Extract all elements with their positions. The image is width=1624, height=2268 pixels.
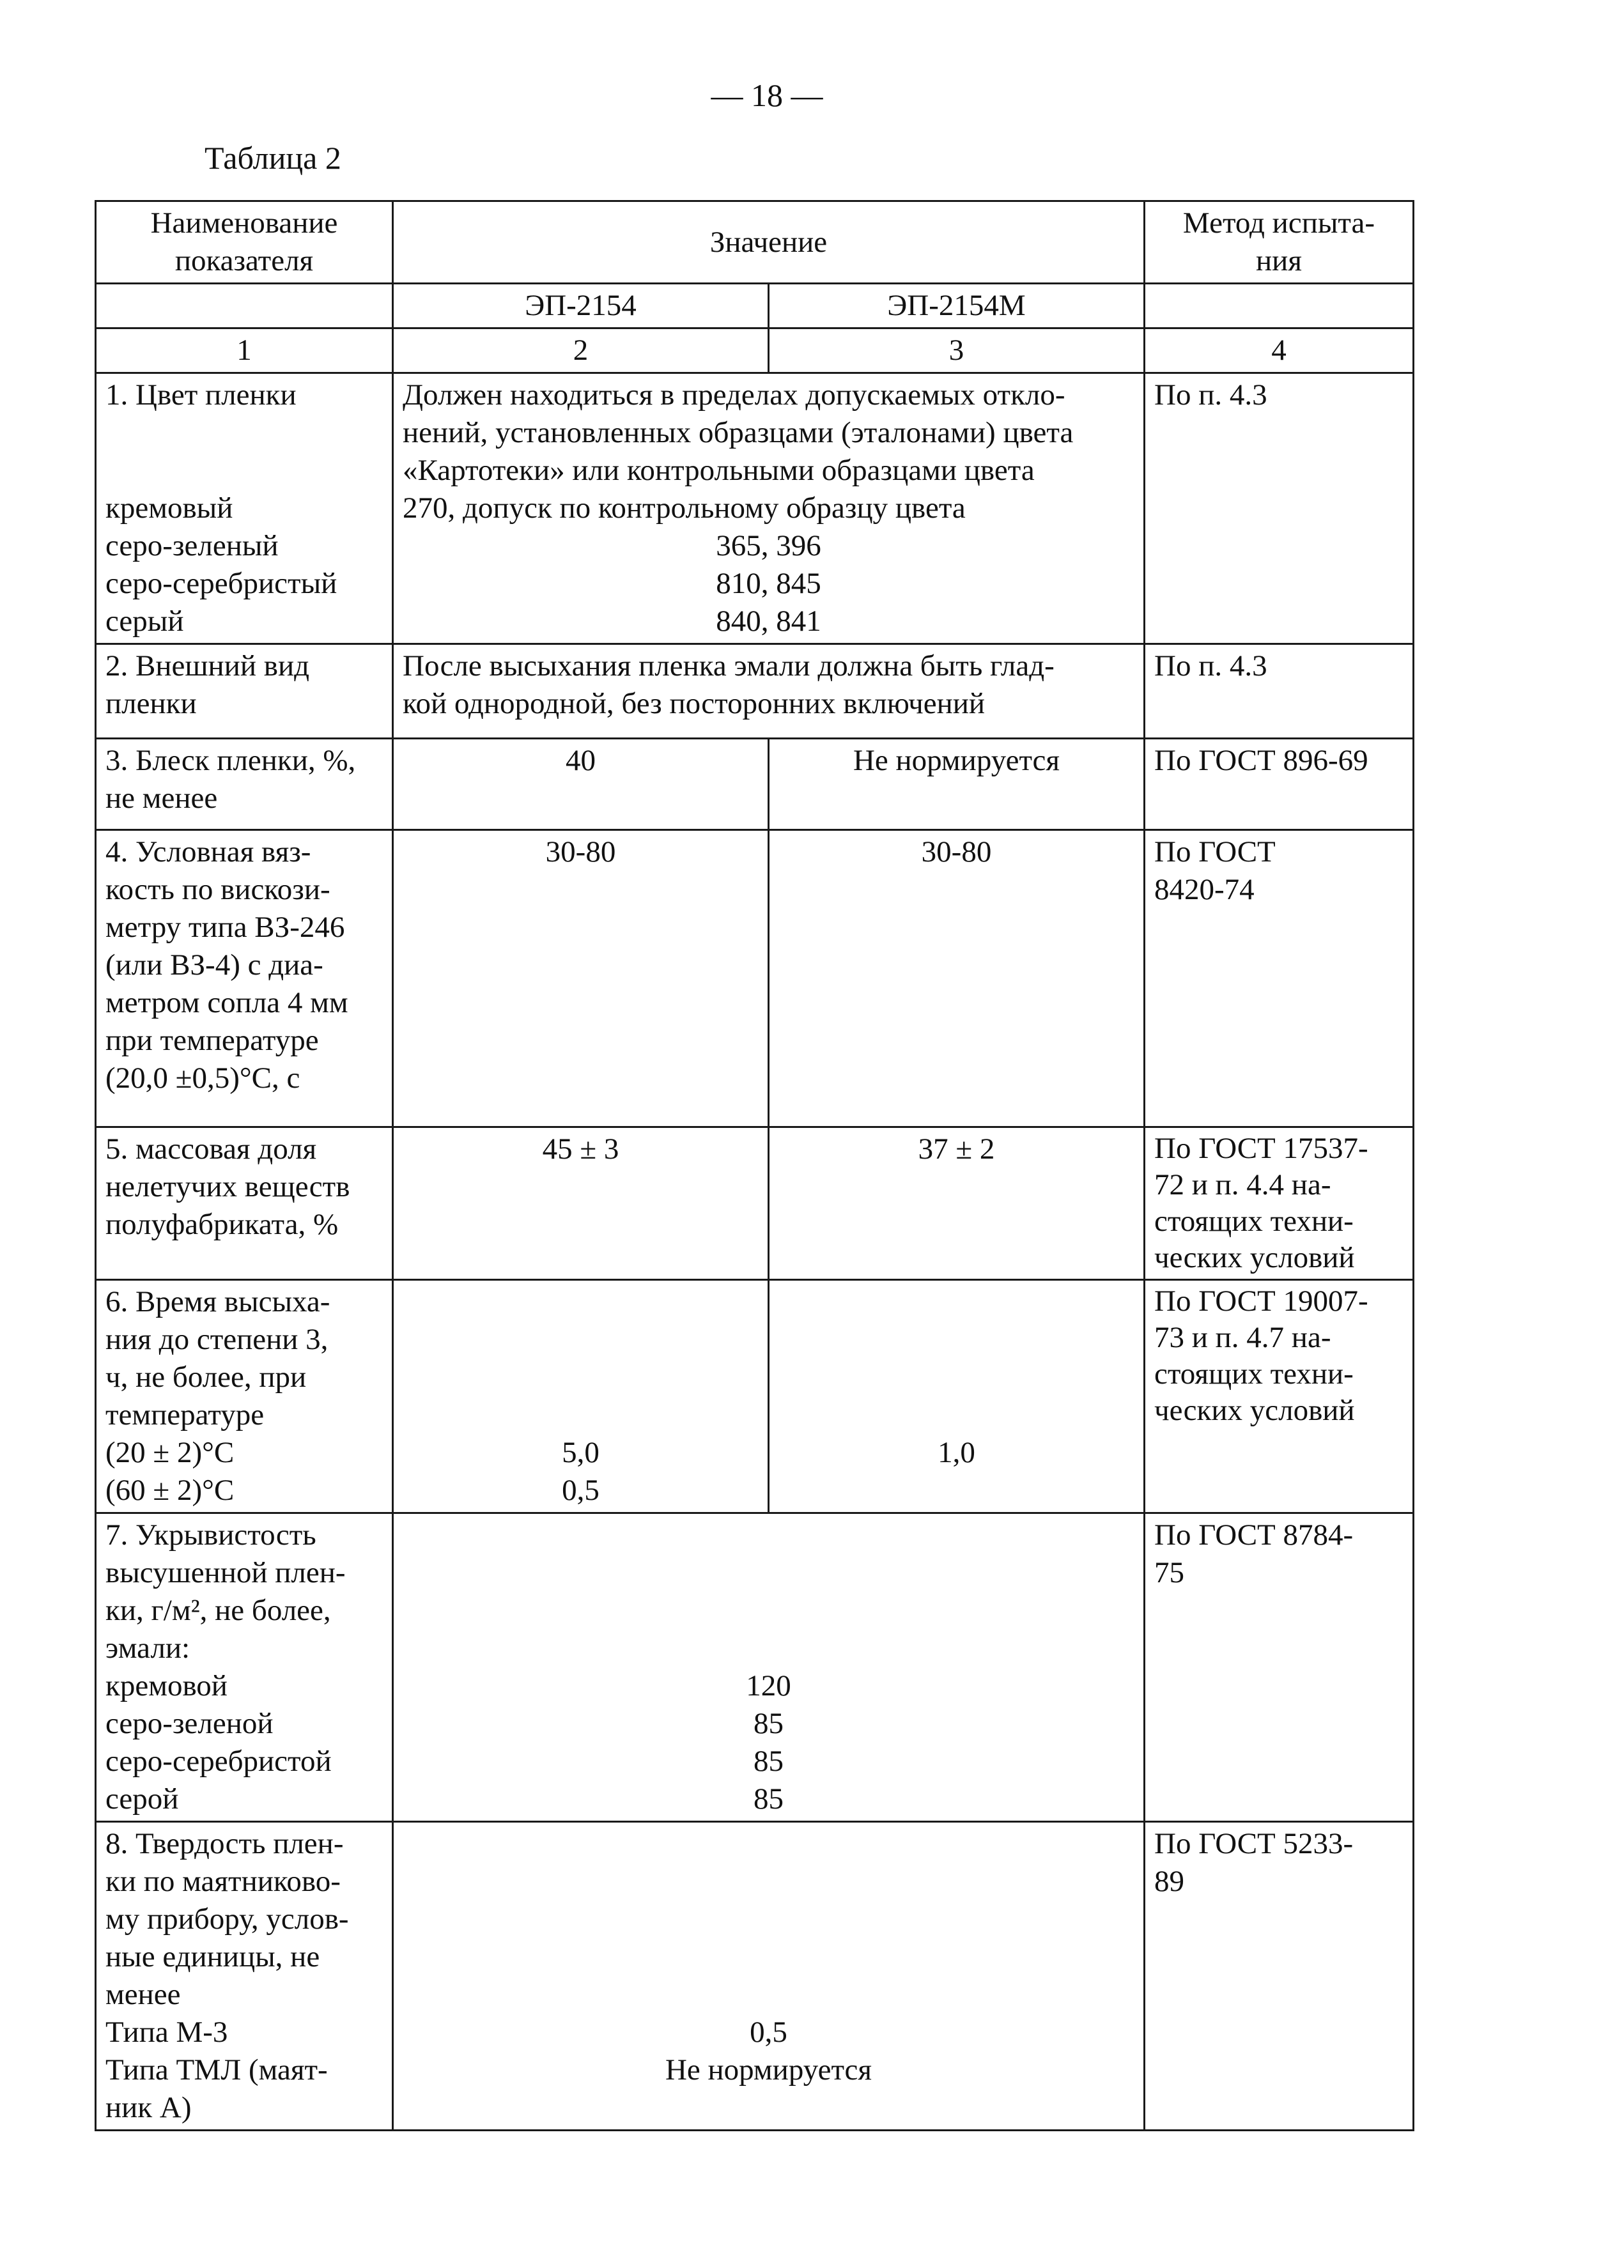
table-header-row [96, 201, 1414, 284]
sub-name: серо-зеленый [105, 529, 279, 562]
indicator-name: 6. Время высыха- ния до степени 3, ч, не более, при температуре (20 ± 2)°С (60 ± 2)°С [96, 1280, 393, 1513]
value-ep2154: 45 ± 3 [393, 1127, 769, 1280]
value-ep2154: 40 [393, 739, 769, 830]
value-cell: После высыхания пленка эмали должна быть глад- кой однородной, без посторонних включений [393, 644, 1145, 739]
subheader-empty-1 [96, 284, 393, 328]
sub-name: Типа ТМЛ (маят- ник А) [105, 2053, 328, 2124]
page-number: — 18 — [711, 77, 823, 113]
column-number-3: 3 [769, 328, 1145, 373]
table-row [96, 1513, 1414, 1822]
sub-name: кремовый [105, 491, 233, 525]
indicator-name: 4. Условная вяз- кость по вискози- метру типа ВЗ-246 (или ВЗ-4) с диа- метром сопла 4 мм при температуре (20,0 ±0,5)°С, с [96, 830, 393, 1127]
test-method: По ГОСТ 5233- 89 [1145, 1822, 1414, 2131]
header-test-method: Метод испыта- ния [1145, 201, 1414, 284]
table-column-numbers-row [96, 328, 1414, 373]
sub-value: 365, 396 [716, 529, 821, 562]
value-cell: 120 85 85 85 [393, 1513, 1145, 1822]
table-caption: Таблица 2 [205, 140, 341, 176]
sub-name: серо-зеленой [105, 1707, 274, 1740]
header-indicator-name: Наименование показателя [96, 201, 393, 284]
indicator-name: 5. массовая доля нелетучих веществ полуфабриката, % [96, 1127, 393, 1280]
specification-table [95, 200, 1414, 2131]
subheader-ep2154: ЭП-2154 [393, 284, 769, 328]
sub-name: Типа М-3 [105, 2016, 228, 2049]
sub-name: (60 ± 2)°С [105, 1474, 235, 1507]
sub-name: серо-серебристый [105, 567, 337, 600]
value-cell: Должен находиться в пределах допускаемых откло- нений, установленных образцами (эталонами) цвета «Картотеки» или контрольными образцами цвета 270, допуск по контрольному образцу цвета 365, 396 810, 845 840, 841 [393, 373, 1145, 644]
sub-value: 840, 841 [716, 605, 821, 638]
test-method: По ГОСТ 8784- 75 [1145, 1513, 1414, 1822]
indicator-name: 3. Блеск пленки, %, не менее [96, 739, 393, 830]
table-row [96, 1127, 1414, 1280]
sub-name: серо-серебристой [105, 1745, 332, 1778]
value-ep2154: 5,0 0,5 [393, 1280, 769, 1513]
value-cell: 0,5 Не нормируется [393, 1822, 1145, 2131]
test-method: По ГОСТ 19007- 73 и п. 4.7 на- стоящих техни- ческих условий [1145, 1280, 1414, 1513]
indicator-name: 8. Твердость плен- ки по маятниково- му прибору, услов- ные единицы, не менее Типа М-3 Типа ТМЛ (маят- ник А) [96, 1822, 393, 2131]
table-row [96, 373, 1414, 644]
test-method: По п. 4.3 [1145, 644, 1414, 739]
value-ep2154: 30-80 [393, 830, 769, 1127]
test-method: По ГОСТ 8420-74 [1145, 830, 1414, 1127]
indicator-name: 1. Цвет пленки кремовый серо-зеленый серо-серебристый серый [96, 373, 393, 644]
header-value: Значение [393, 201, 1145, 284]
value-ep2154m: 1,0 [769, 1280, 1145, 1513]
column-number-2: 2 [393, 328, 769, 373]
indicator-name: 7. Укрывистость высушенной плен- ки, г/м², не более, эмали: кремовой серо-зеленой серо-серебристой серой [96, 1513, 393, 1822]
value-ep2154m: 30-80 [769, 830, 1145, 1127]
table-row [96, 644, 1414, 739]
indicator-name: 2. Внешний вид пленки [96, 644, 393, 739]
table-row [96, 830, 1414, 1127]
test-method: По ГОСТ 17537- 72 и п. 4.4 на- стоящих техни- ческих условий [1145, 1127, 1414, 1280]
value-ep2154m: Не нормируется [769, 739, 1145, 830]
test-method: По ГОСТ 896-69 [1145, 739, 1414, 830]
sub-name: кремовой [105, 1669, 228, 1702]
table-row [96, 739, 1414, 830]
table-subheader-row [96, 284, 1414, 328]
column-number-1: 1 [96, 328, 393, 373]
sub-name: серый [105, 605, 184, 638]
table-row [96, 1280, 1414, 1513]
table-row [96, 1822, 1414, 2131]
subheader-empty-4 [1145, 284, 1414, 328]
sub-name: серой [105, 1782, 179, 1816]
column-number-4: 4 [1145, 328, 1414, 373]
sub-name: (20 ± 2)°С [105, 1436, 235, 1469]
test-method: По п. 4.3 [1145, 373, 1414, 644]
value-ep2154m: 37 ± 2 [769, 1127, 1145, 1280]
subheader-ep2154m: ЭП-2154М [769, 284, 1145, 328]
sub-value: 810, 845 [716, 567, 821, 600]
